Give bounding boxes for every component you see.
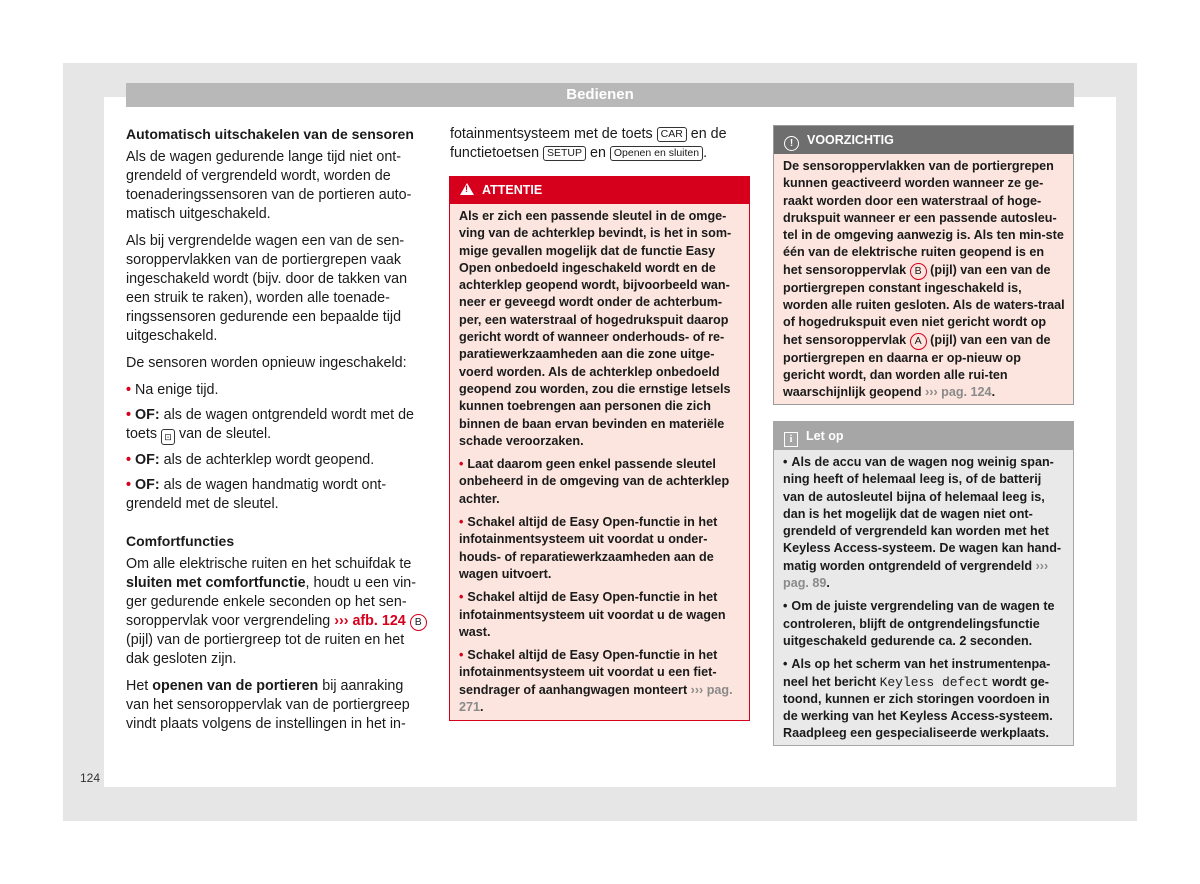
page-number: 124 (80, 771, 101, 785)
paragraph: Het openen van de portieren bij aanraking van het sensoroppervlak van de portiergreep vindt plaats volgens de instellingen in het in- (126, 678, 410, 732)
bullet-icon: • (459, 590, 464, 605)
list-item: • OF: als de wagen handmatig wordt ont-grendeld met de sleutel. (126, 477, 387, 512)
page-reference-link[interactable]: ››› pag. 124 (925, 385, 992, 400)
marker-b-icon: B (410, 614, 427, 631)
bullet-icon: • (126, 382, 132, 398)
list-item: • Na enige tijd. (126, 382, 219, 398)
list-item: • Om de juiste vergrendeling van de wagen te controleren, blijft de ontgrendelingsfunctie uitgeschakeld gedurende ca. 2 seconden. (783, 599, 1055, 648)
display-message-text: Keyless defect (879, 674, 989, 690)
unlock-key-icon: ⊡ (161, 429, 175, 445)
note-box-let-op (773, 421, 1074, 746)
list-item: • Als op het scherm van het instrumentenpa-neel het bericht Keyless defect wordt ge-toond, kunnen er zich storingen voordoen in de werking van het Keyless Access-systeem. Raadpleeg een gespecialiseerde werkplaats. (783, 657, 1053, 741)
paragraph: De sensoroppervlakken van de portiergrepen kunnen geactiveerd worden wanneer ze ge-raakt worden door een waterstraal of hoge-drukspuit wanneer er een passende autosleu-tel in de omgeving aanwezig is. Als ten min-ste één van de elektrische ruiten geopend is en het sensoroppervlak B (pijl) van een van de portiergrepen constant ingeschakeld is, worden alle ruiten gesloten. Als de waters-traal of hogedrukspuit even niet gericht wordt op het sensoroppervlak A (pijl) van een van de portiergrepen en daarna er op-nieuw op gericht wordt, dan worden alle rui-ten waarschijnlijk geopend ››› pag. 124. (783, 159, 1065, 400)
list-item: • Als de accu van de wagen nog weinig span-ning heeft of helemaal leeg is, of de batterij van de autosleutel bijna of helemaal leeg is, dan is het mogelijk dat de wagen niet ont-grendeld of vergrendeld kan worden met het Keyless Access-systeem. De wagen kan hand-matig worden ontgrendeld of vergrendeld ››› pag. 89. (783, 455, 1062, 591)
heading-comfort-functions: Comfortfuncties (126, 533, 235, 549)
bullet-icon: • (126, 477, 132, 493)
list-item: • Schakel altijd de Easy Open-functie in het infotainmentsysteem uit voordat u de wagen wast. (459, 590, 726, 639)
bullet-icon: • (459, 648, 464, 663)
section-header: Bedienen (126, 83, 1074, 107)
page-reference-link[interactable]: ››› pag. 89 (783, 558, 1049, 591)
figure-reference-link[interactable]: ››› afb. 124 (334, 613, 406, 629)
paragraph: fotainmentsysteem met de toets CAR en de functietoetsen SETUP en Openen en sluiten . (450, 126, 727, 161)
caution-box-header: ! VOORZICHTIG (774, 126, 1073, 154)
list-item: • Laat daarom geen enkel passende sleutel onbeheerd in de omgeving van de achterklep achter. (459, 457, 730, 506)
bullet-icon: • (126, 407, 132, 423)
warning-box-header: ! ATTENTIE (450, 177, 749, 204)
bullet-icon: • (459, 515, 464, 530)
bullet-icon: • (459, 457, 464, 472)
marker-a-icon: A (910, 333, 927, 350)
paragraph: Om alle elektrische ruiten en het schuifdak te sluiten met comfortfunctie, houdt u een vin-ger gedurende enkele seconden op het sen-soroppervlak voor vergrendeling ››› afb. 124 B (pijl) van de portiergreep tot de ruiten en het dak gesloten zijn. (126, 555, 428, 669)
page-reference-link[interactable]: ››› pag. 271 (459, 682, 733, 715)
column-middle (450, 125, 750, 171)
list-item: • OF: als de achterklep wordt geopend. (126, 452, 375, 468)
caution-box-voorzichtig (773, 125, 1074, 405)
exclamation-circle-icon: ! (784, 136, 799, 151)
car-key-button-icon: CAR (657, 127, 687, 142)
paragraph: Als bij vergrendelde wagen een van de sen-soroppervlakken van de portiergrepen vaak ingeschakeld wordt (bijv. door de takken van een struik te raken), worden alle toenade-ringssensoren gedurende een bepaalde tijd uitgeschakeld. (126, 233, 408, 344)
note-box-header: i Let op (774, 422, 1073, 450)
column-left (126, 125, 428, 742)
list-item: • Schakel altijd de Easy Open-functie in het infotainmentsysteem uit voordat u een fiet-sendrager of aanhangwagen monteert ››› pag. 271. (459, 648, 733, 715)
marker-b-icon: B (910, 263, 927, 280)
heading-auto-shutdown: Automatisch uitschakelen van de sensoren (126, 126, 414, 142)
warning-triangle-icon: ! (460, 183, 474, 195)
warning-box-attentie (449, 176, 750, 721)
list-item: • Schakel altijd de Easy Open-functie in het infotainmentsysteem uit voordat u onder-houds- of reparatiewerkzaamheden aan de wagen uitvoert. (459, 515, 718, 581)
bullet-icon: • (126, 452, 132, 468)
open-close-key-button-icon: Openen en sluiten (610, 146, 703, 161)
list-item: • OF: als de wagen ontgrendeld wordt met de toets ⊡ van de sleutel. (126, 406, 428, 445)
setup-key-button-icon: SETUP (543, 146, 586, 161)
paragraph: Als de wagen gedurende lange tijd niet ont-grendeld of vergrendeld wordt, worden de toenaderingssensoren van de portieren auto-matisch uitgeschakeld. (126, 149, 412, 222)
paragraph: De sensoren worden opnieuw ingeschakeld: (126, 355, 407, 371)
paragraph: Als er zich een passende sleutel in de omge-ving van de achterklep bevindt, is het in som-mige gevallen mogelijk dat de functie Easy Open onbedoeld ingeschakeld wordt en de achterklep geopend wordt, bijvoorbeeld wan-neer er geveegd wordt onder de achterbum-per, een waterstraal of hogedrukspuit daarop gericht wordt of wanneer onderhouds- of re-paratiewerkzaamheden aan die zone uitge-voerd worden. Als de achterklep onbedoeld geopend zou worden, zou die ernstige letsels kunnen toebrengen aan personen die zich binnen de baan ervan bevinden en materiële schade veroorzaken. (459, 209, 732, 448)
info-icon: i (784, 432, 798, 447)
